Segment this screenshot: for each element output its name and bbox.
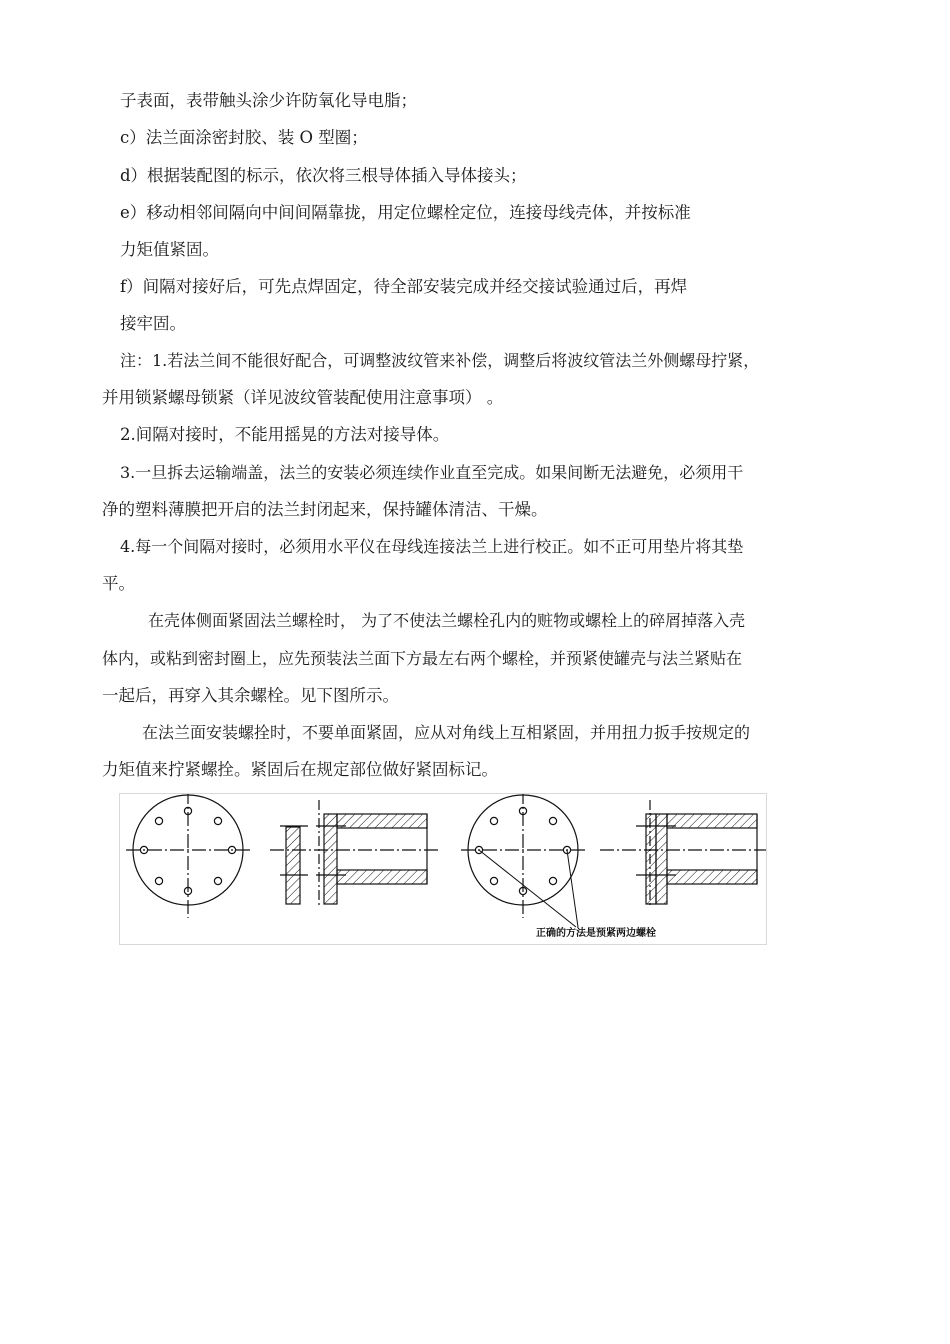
note-line-2: 并用锁紧螺母锁紧（详见波纹管装配使用注意事项） 。 [102, 388, 504, 407]
paragraph-1-line-2: 体内，或粘到密封圈上，应先预装法兰面下方最左右两个螺栓，并预紧使罐壳与法兰紧贴在 [102, 649, 743, 668]
text-line-5: 力矩值紧固。 [120, 240, 219, 259]
text-line-2: c）法兰面涂密封胶、装 O 型圈； [120, 128, 368, 147]
text-line-3: d）根据装配图的标示，依次将三根导体插入导体接头； [120, 166, 527, 185]
note-line-7: 平。 [102, 574, 135, 593]
flange-drawings [120, 794, 768, 946]
flange-bolt-diagram [119, 793, 767, 945]
note-line-4: 3.一旦拆去运输端盖，法兰的安装必须连续作业直至完成。如果间断无法避免，必须用干 [120, 463, 744, 482]
flange-section-right [600, 800, 766, 908]
paragraph-2-line-2: 力矩值来拧紧螺拴。紧固后在规定部位做好紧固标记。 [102, 760, 498, 779]
note-line-5: 净的塑料薄膜把开启的法兰封闭起来，保持罐体清洁、干燥。 [102, 500, 548, 519]
text-line-4: e）移动相邻间隔向中间间隔靠拢，用定位螺栓定位，连接母线壳体，并按标准 [120, 203, 691, 222]
paragraph-1-line-1: 在壳体侧面紧固法兰螺栓时， 为了不使法兰螺栓孔内的赃物或螺栓上的碎屑掉落入壳 [148, 611, 746, 630]
paragraph-2-line-1: 在法兰面安装螺拴时，不要单面紧固，应从对角线上互相紧固，并用扭力扳手按规定的 [142, 723, 751, 742]
paragraph-1-line-3: 一起后，再穿入其余螺栓。见下图所示。 [102, 686, 399, 705]
flange-face-left [126, 794, 252, 918]
text-line-1: 子表面，表带触头涂少许防氧化导电脂； [120, 91, 417, 110]
flange-section-left [270, 800, 438, 908]
flange-face-right [461, 794, 587, 927]
text-line-6: f）间隔对接好后，可先点焊固定，待全部安装完成并经交接试验通过后，再焊 [120, 277, 688, 296]
figure-caption: 正确的方法是预紧两边螺栓 [536, 928, 656, 939]
note-line-6: 4.每一个间隔对接时，必须用水平仪在母线连接法兰上进行校正。如不正可用垫片将其垫 [120, 537, 744, 556]
note-line-1: 注：1.若法兰间不能很好配合，可调整波纹管来补偿，调整后将波纹管法兰外侧螺母拧紧， [120, 351, 760, 370]
note-line-3: 2.间隔对接时，不能用摇晃的方法对接导体。 [120, 425, 450, 444]
text-line-7: 接牢固。 [120, 314, 186, 333]
